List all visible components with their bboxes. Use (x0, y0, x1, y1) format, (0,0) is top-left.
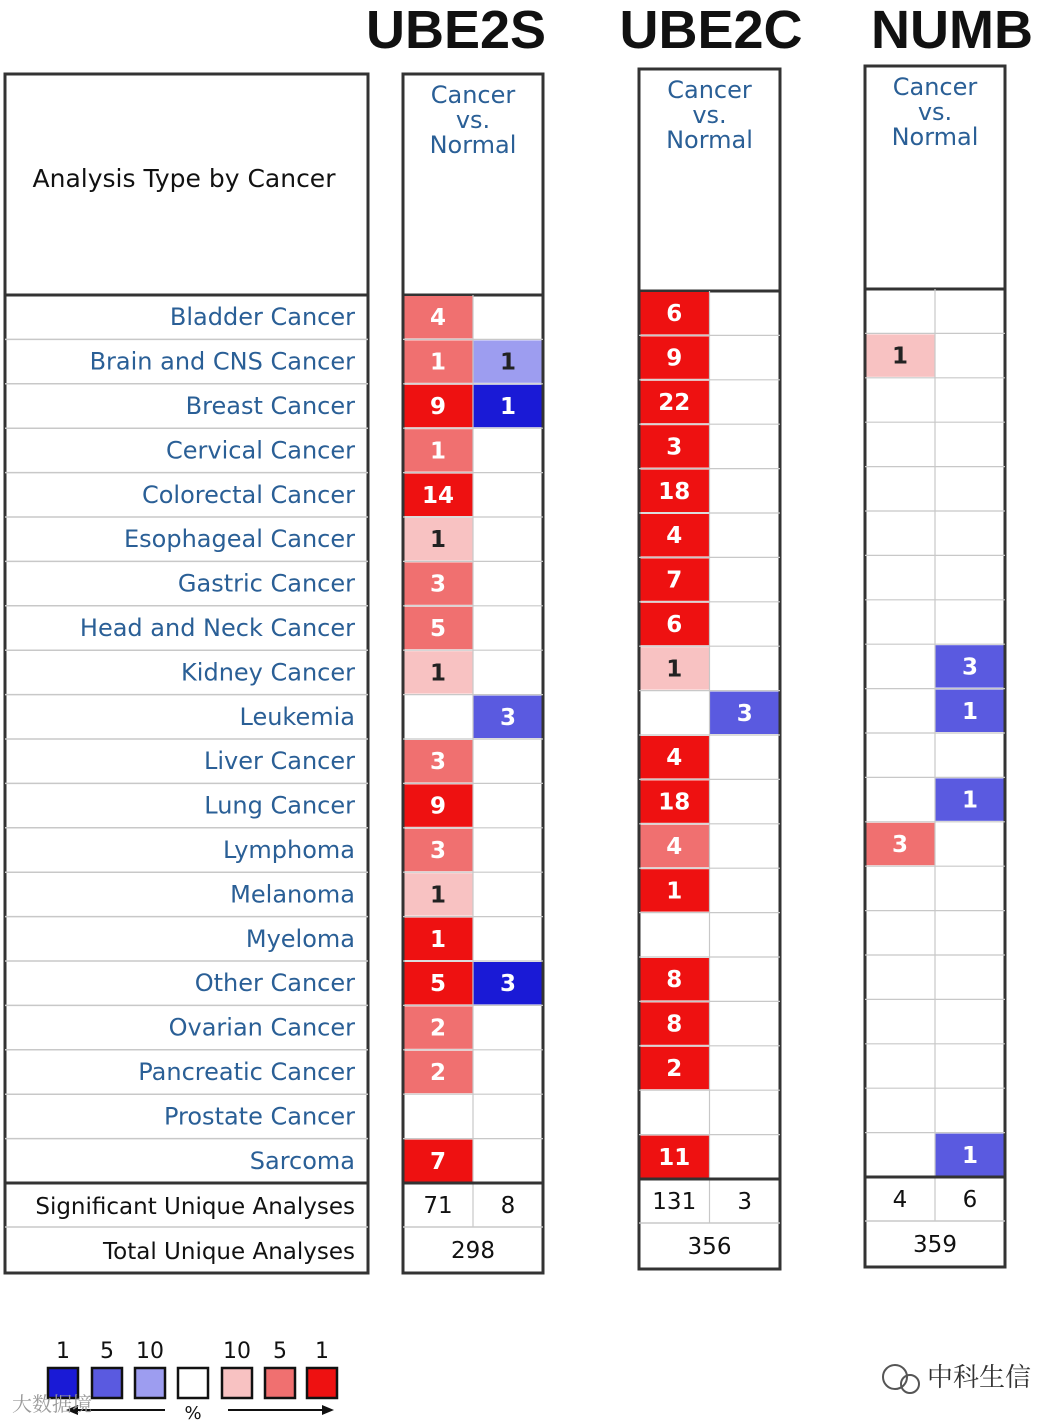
legend-red-label: 5 (273, 1339, 287, 1364)
overexpression-count: 1 (429, 527, 447, 554)
legend-arrowhead-right (322, 1405, 334, 1415)
overexpression-count: 4 (666, 523, 683, 550)
legend-swatch (307, 1368, 337, 1398)
overexpression-count: 22 (658, 390, 691, 416)
overexpression-count: 2 (429, 1015, 447, 1042)
overexpression-count: 3 (891, 832, 909, 858)
total-analyses-count: 359 (913, 1232, 957, 1258)
underexpression-count: 3 (499, 704, 517, 731)
significant-down-count: 6 (962, 1187, 978, 1213)
overexpression-count: 6 (666, 612, 683, 638)
row-label: Cervical Cancer (166, 436, 355, 465)
column-header-text: Normal (666, 126, 753, 154)
overexpression-count: 5 (429, 971, 447, 998)
legend-red-label: 1 (315, 1339, 329, 1364)
overexpression-count: 6 (666, 301, 683, 328)
watermark-left: 大数据境 (12, 1392, 92, 1416)
column-header-text: Cancer (430, 81, 516, 109)
underexpression-count: 3 (499, 971, 517, 998)
legend-swatch (265, 1368, 295, 1398)
underexpression-count: 1 (499, 349, 517, 376)
overexpression-count: 1 (429, 926, 447, 953)
overexpression-count: 2 (429, 1060, 447, 1086)
overexpression-count: 11 (658, 1144, 691, 1171)
row-label: Brain and CNS Cancer (89, 347, 355, 376)
overexpression-count: 9 (666, 345, 683, 372)
row-label: Sarcoma (249, 1146, 355, 1175)
overexpression-count: 9 (429, 793, 447, 820)
underexpression-count: 1 (961, 1142, 979, 1169)
overexpression-count: 1 (891, 343, 909, 370)
overexpression-count: 4 (666, 834, 683, 860)
overexpression-count: 4 (666, 745, 683, 772)
overexpression-count: 1 (429, 438, 447, 465)
overexpression-count: 3 (429, 571, 447, 598)
legend-swatch (178, 1368, 208, 1398)
row-label: Breast Cancer (185, 392, 355, 420)
underexpression-count: 1 (961, 787, 979, 814)
column-header-text: vs. (455, 106, 491, 134)
row-label: Prostate Cancer (163, 1102, 355, 1131)
overexpression-count: 18 (658, 478, 691, 505)
row-label: Kidney Cancer (181, 658, 355, 687)
overexpression-count: 3 (429, 749, 447, 776)
row-label: Myeloma (245, 924, 355, 953)
row-label: Lymphoma (223, 836, 355, 864)
overexpression-count: 5 (429, 616, 447, 642)
row-label: Melanoma (230, 880, 355, 909)
row-label: Esophageal Cancer (123, 525, 355, 554)
significant-analyses-label: Significant Unique Analyses (35, 1194, 355, 1220)
overexpression-count: 4 (429, 305, 447, 332)
legend-red-label: 10 (223, 1339, 251, 1364)
significant-up-count: 131 (652, 1189, 697, 1215)
row-label: Leukemia (239, 702, 355, 731)
row-label: Head and Neck Cancer (79, 614, 355, 642)
row-label: Liver Cancer (203, 747, 355, 776)
row-label: Other Cancer (194, 969, 355, 998)
overexpression-count: 7 (666, 567, 683, 594)
legend-swatch (135, 1368, 165, 1398)
legend-unit: % (184, 1403, 202, 1423)
underexpression-count: 3 (736, 700, 753, 727)
significant-down-count: 3 (737, 1189, 753, 1215)
total-analyses-count: 356 (687, 1234, 732, 1260)
significant-up-count: 4 (892, 1187, 908, 1213)
column-header-text: Normal (429, 131, 517, 159)
underexpression-count: 3 (961, 654, 979, 681)
row-label: Lung Cancer (204, 791, 355, 820)
overexpression-count: 3 (666, 434, 683, 461)
total-analyses-label: Total Unique Analyses (103, 1239, 355, 1265)
column-header-text: vs. (692, 101, 727, 129)
overexpression-count: 3 (429, 838, 447, 864)
column-header-text: Cancer (667, 76, 752, 104)
overexpression-count: 2 (666, 1056, 683, 1082)
column-header-text: Normal (891, 123, 979, 151)
row-label: Colorectal Cancer (141, 480, 355, 509)
legend-blue-label: 1 (56, 1339, 70, 1364)
column-header-text: Cancer (892, 73, 978, 101)
overexpression-count: 7 (429, 1148, 447, 1175)
overexpression-count: 1 (429, 349, 447, 376)
overexpression-count: 8 (666, 967, 683, 994)
legend-swatch (222, 1368, 252, 1398)
overexpression-count: 14 (421, 482, 455, 509)
gene-title-ube2s: UBE2S (365, 0, 547, 60)
overexpression-count: 1 (429, 882, 447, 909)
legend-blue-label: 10 (136, 1339, 164, 1364)
significant-down-count: 8 (500, 1193, 516, 1219)
overexpression-count: 18 (658, 789, 691, 816)
overexpression-count: 1 (666, 878, 683, 905)
significant-up-count: 71 (423, 1193, 453, 1219)
gene-title-ube2c: UBE2C (619, 0, 803, 60)
column-header-text: vs. (917, 98, 953, 126)
row-label: Pancreatic Cancer (138, 1058, 355, 1086)
overexpression-count: 1 (666, 656, 683, 683)
row-label: Bladder Cancer (169, 303, 355, 332)
overexpression-count: 1 (429, 660, 447, 687)
row-label: Ovarian Cancer (168, 1013, 355, 1042)
underexpression-count: 1 (961, 698, 979, 725)
overexpression-count: 9 (429, 394, 447, 420)
legend-blue-label: 5 (100, 1339, 114, 1364)
row-label: Gastric Cancer (177, 569, 355, 598)
gene-title-numb: NUMB (871, 0, 1033, 60)
overexpression-count: 8 (666, 1011, 683, 1038)
underexpression-count: 1 (499, 394, 517, 420)
row-header-title: Analysis Type by Cancer (32, 164, 336, 193)
total-analyses-count: 298 (451, 1238, 495, 1264)
watermark-right: 中科生信 (927, 1363, 1032, 1393)
legend-swatch (92, 1368, 122, 1398)
